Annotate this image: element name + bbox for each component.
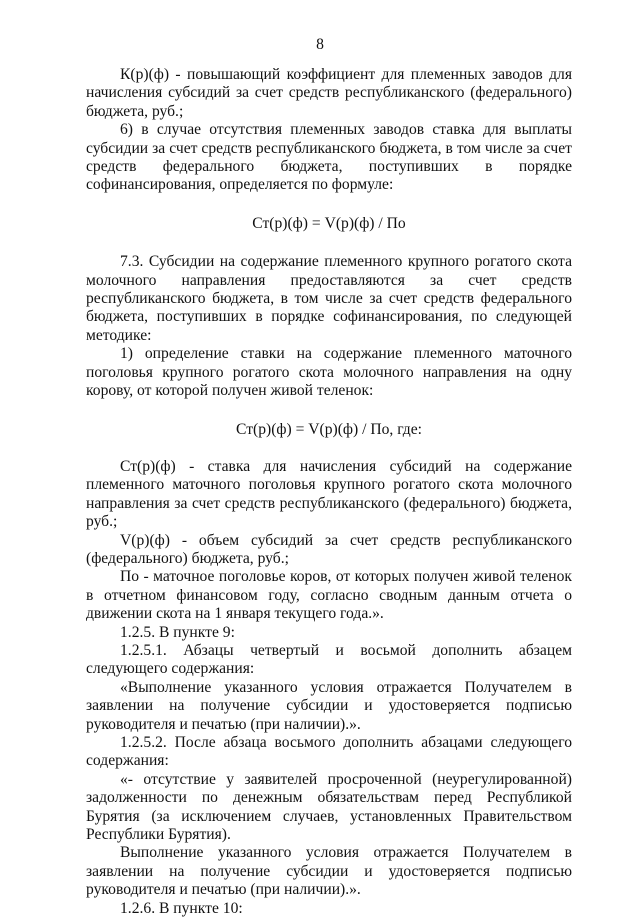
- paragraph: 1.2.5.2. После абзаца восьмого дополнить абзацами следующего содержания:: [86, 734, 572, 770]
- paragraph: 1.2.5.1. Абзацы четвертый и восьмой дополнить абзацем следующего содержания:: [86, 641, 572, 678]
- paragraph: 1.2.6. В пункте 10:: [120, 899, 243, 917]
- paragraph: 7.3. Субсидии на содержание племенного крупного рогатого скота молочного направления предоставляются за счет средств республиканского бюджета, в том числе за счет средств федерального бюджета, поступивших в порядке софинансирования, по следующей методике:: [86, 253, 572, 344]
- document-body: [86, 66, 572, 918]
- paragraph: К(р)(ф) - повышающий коэффициент для племенных заводов для начисления субсидий за счет средств республиканского (федерального) бюджета, руб.;: [86, 66, 572, 120]
- page-number: 8: [316, 36, 324, 53]
- paragraph: 6) в случае отсутствия племенных заводов ставка для выплаты субсидии за счет средств республиканского бюджета, в том числе за счет средств федерального бюджета, поступивших в порядке софинансирования, определяется по формуле:: [86, 121, 572, 194]
- formula: Ст(р)(ф) = V(р)(ф) / По: [252, 214, 406, 232]
- formula: Ст(р)(ф) = V(р)(ф) / По, где:: [236, 420, 422, 438]
- paragraph: Ст(р)(ф) - ставка для начисления субсидий на содержание племенного маточного поголовья крупного рогатого скота молочного направления за счет средств республиканского (федерального) бюджета, руб.;: [86, 457, 572, 531]
- paragraph: «- отсутствие у заявителей просроченной (неурегулированной) задолженности по денежным обязательствам перед Республикой Бурятия (за исключением случаев, установленных Правительством Республики Бурятия).: [86, 770, 572, 844]
- paragraph: Выполнение указанного условия отражается Получателем в заявлении на получение субсидии и удостоверяется подписью руководителя и печатью (при наличии).».: [86, 844, 572, 899]
- paragraph: 1) определение ставки на содержание племенного маточного поголовья крупного рогатого скота молочного направления на одну корову, от которой получен живой теленок:: [86, 345, 572, 400]
- paragraph: 1.2.5. В пункте 9:: [120, 623, 235, 641]
- paragraph: По - маточное поголовье коров, от которых получен живой теленок в отчетном финансовом году, согласно сводным данным отчета о движении скота на 1 января текущего года.».: [86, 568, 572, 623]
- paragraph: V(р)(ф) - объем субсидий за счет средств республиканского (федерального) бюджета, руб.;: [86, 531, 572, 567]
- paragraph: «Выполнение указанного условия отражается Получателем в заявлении на получение субсидии и удостоверяется подписью руководителя и печатью (при наличии).».: [86, 678, 572, 733]
